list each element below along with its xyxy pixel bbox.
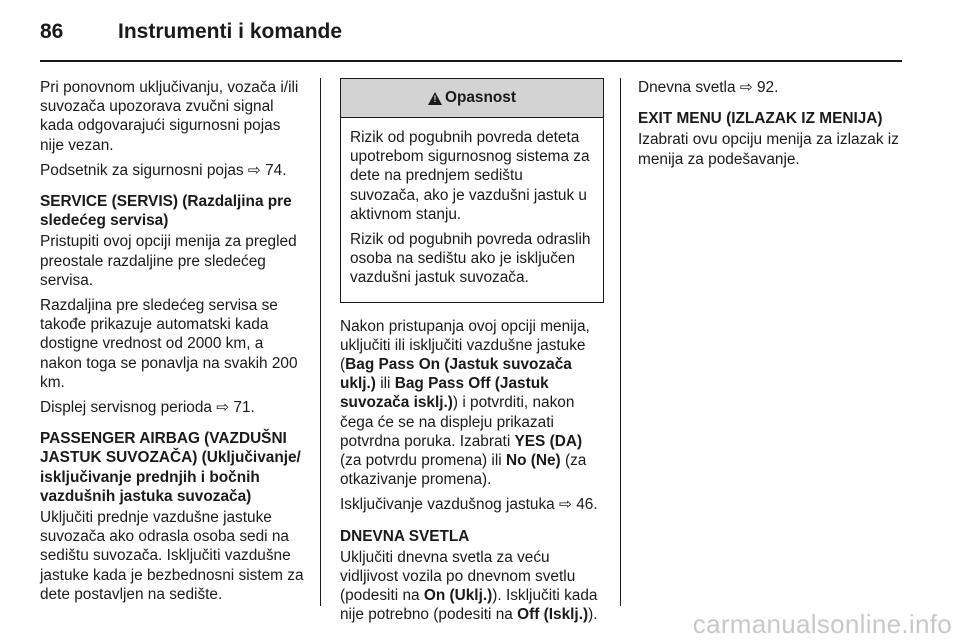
daytime-lights-reference: Dnevna svetla ⇨ 92. <box>638 79 779 96</box>
page-reference-link[interactable]: 74 <box>265 161 283 179</box>
header-divider <box>40 60 902 62</box>
danger-warning-box <box>340 78 604 303</box>
daytime-lights-heading: DNEVNA SVETLA <box>340 527 470 545</box>
airbag-deactivation-reference: Isključivanje vazdušnog jastuka ⇨ 46. <box>340 496 598 514</box>
airbag-toggle-paragraph: Nakon pristupanja ovoj opciji menija, uključiti ili isključiti vazdušne jastuke (Bag Pass On (Jastuk suvozača uklj.) ili Bag Pass Off (Jastuk suvozača isklj.)) i potvrditi, nakon čega će se na displeju prikazati potvrdna poruka. Izabrati YES (DA) (za potvrdu promena) ili No (Ne) (za otkazivanje promena). <box>340 317 590 489</box>
airbag-heading: PASSENGER AIRBAG (VAZDUŠNI JASTUK SUVOZAČA) (Uključivanje/ isključivanje prednjih i bočnih vazdušnih jastuka suvozača) <box>40 430 301 505</box>
reference-arrow-icon: ⇨ <box>247 161 261 179</box>
exit-menu-heading: EXIT MENU (IZLAZAK IZ MENIJA) <box>638 110 883 128</box>
warning-paragraph-1: Rizik od pogubnih povreda deteta upotrebom sigurnosnog sistema za dete na prednjem sedištu suvozača, ako je vazdušni jastuk u aktivnom stanju. <box>350 129 590 223</box>
service-paragraph-1: Pristupiti ovoj opciji menija za pregled preostale razdaljine pre sledećeg servisa. <box>40 233 297 289</box>
warning-header <box>341 79 603 118</box>
airbag-paragraph: Uključiti prednje vazdušne jastuke suvozača ako odrasla osoba sedi na sedištu suvozača. Isključiti vazdušne jastuke kada je bezbednosni sistem za dete postavljen na sedište. <box>40 509 304 603</box>
column-1 <box>40 78 308 610</box>
reference-arrow-icon: ⇨ <box>559 496 572 514</box>
page-title: Instrumenti i komande <box>118 20 343 43</box>
column-divider-2 <box>620 78 621 606</box>
warning-triangle-icon: ! <box>428 92 442 105</box>
warning-title: Opasnost <box>445 89 516 107</box>
warning-paragraph-2: Rizik od pogubnih povreda odraslih osoba na sedištu ako je isključen vazdušni jastuk suvozača. <box>350 231 591 287</box>
daytime-lights-paragraph: Uključiti dnevna svetla za veću vidljivost vozila po dnevnom svetlu (podesiti na On (Uklj.)). Isključiti kada nije potrebno (podesiti na Off (Isklj.)). <box>340 548 598 624</box>
seatbelt-paragraph: Pri ponovnom uključivanju, vozača i/ili suvozača upozorava zvučni signal kada odgovarajući sigurnosni pojas nije vezan. <box>40 79 299 154</box>
watermark: carmanualsonline.info <box>692 609 952 639</box>
service-heading: SERVICE (SERVIS) (Razdaljina pre sledećeg servisa) <box>40 193 292 230</box>
column-divider-1 <box>320 78 321 606</box>
warning-body <box>341 118 603 302</box>
service-reference: Displej servisnog perioda ⇨ 71. <box>40 399 255 417</box>
service-paragraph-2: Razdaljina pre sledećeg servisa se takođe prikazuje automatski kada dostigne vrednost od 2000 km, a nakon toga se ponavlja na svakih 200 km. <box>40 297 298 391</box>
page-header <box>40 10 902 56</box>
page-reference-link[interactable]: 92 <box>757 79 775 96</box>
reference-arrow-icon: ⇨ <box>216 399 230 417</box>
seatbelt-reference: Podsetnik za sigurnosni pojas ⇨ 74. <box>40 161 287 179</box>
page-reference-link[interactable]: 71 <box>233 399 251 417</box>
page-number: 86 <box>40 20 64 43</box>
exit-menu-paragraph: Izabrati ovu opciju menija za izlazak iz menija za podešavanje. <box>638 131 899 168</box>
column-3 <box>638 78 902 175</box>
page-reference-link[interactable]: 46 <box>576 496 594 514</box>
column-2 <box>340 78 604 631</box>
reference-arrow-icon: ⇨ <box>739 79 753 96</box>
